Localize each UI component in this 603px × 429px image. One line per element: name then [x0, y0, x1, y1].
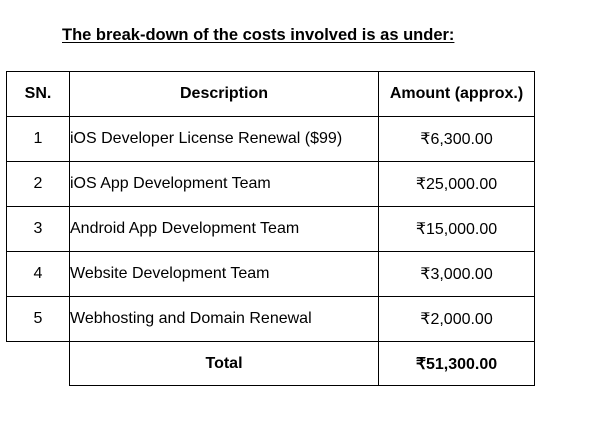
row-sn: 3 — [7, 207, 70, 252]
header-sn: SN. — [7, 72, 70, 117]
header-description: Description — [70, 72, 379, 117]
table-row — [7, 252, 535, 297]
total-row — [7, 342, 535, 386]
row-description: iOS Developer License Renewal ($99) — [70, 117, 379, 162]
row-amount: ₹3,000.00 — [379, 252, 535, 297]
table-row — [7, 297, 535, 342]
total-blank-cell — [7, 342, 70, 386]
row-sn: 2 — [7, 162, 70, 207]
table-header-row — [7, 72, 535, 117]
page-heading: The break-down of the costs involved is as under: — [62, 26, 455, 44]
row-sn: 1 — [7, 117, 70, 162]
row-description: iOS App Development Team — [70, 162, 379, 207]
table-row — [7, 162, 535, 207]
row-sn: 4 — [7, 252, 70, 297]
total-amount: ₹51,300.00 — [379, 342, 535, 386]
header-amount: Amount (approx.) — [379, 72, 535, 117]
row-description: Website Development Team — [70, 252, 379, 297]
row-amount: ₹2,000.00 — [379, 297, 535, 342]
row-description: Android App Development Team — [70, 207, 379, 252]
row-description: Webhosting and Domain Renewal — [70, 297, 379, 342]
cost-breakdown-table — [6, 71, 535, 386]
table-row — [7, 207, 535, 252]
total-label: Total — [70, 342, 379, 386]
row-amount: ₹6,300.00 — [379, 117, 535, 162]
row-sn: 5 — [7, 297, 70, 342]
row-amount: ₹15,000.00 — [379, 207, 535, 252]
table-row — [7, 117, 535, 162]
row-amount: ₹25,000.00 — [379, 162, 535, 207]
